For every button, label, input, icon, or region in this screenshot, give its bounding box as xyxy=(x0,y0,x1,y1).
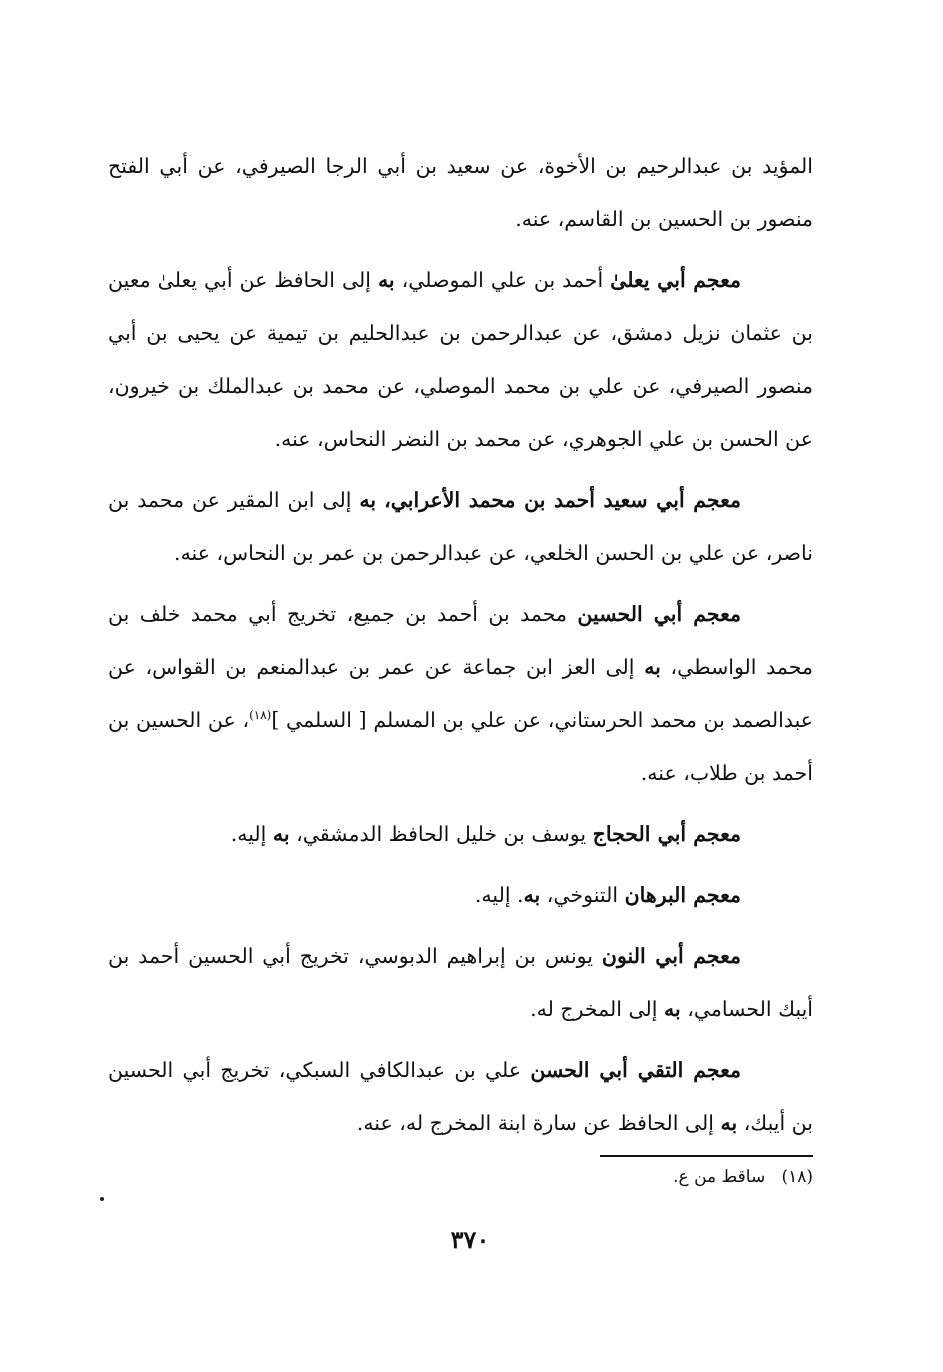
bold-term: معجم أبي الحجاج xyxy=(592,822,741,846)
bold-term: به xyxy=(720,1111,738,1135)
bold-term: معجم البرهان xyxy=(624,883,741,907)
text-run: التنوخي، xyxy=(540,883,625,907)
bold-term: به xyxy=(359,488,377,512)
text-run: يوسف بن خليل الحافظ الدمشقي، xyxy=(289,822,593,846)
bold-term: معجم أبي سعيد أحمد بن محمد الأعرابي، xyxy=(384,488,741,512)
paragraph-p8 xyxy=(108,1044,813,1150)
bold-term: به xyxy=(644,655,661,679)
footnote xyxy=(560,1165,813,1189)
bold-term: معجم أبي النون xyxy=(601,944,741,968)
text-run: محمد بن أحمد بن جميع، تخريج أبي محمد خلف بن محمد الواسطي، xyxy=(108,602,813,679)
bold-term: به xyxy=(523,883,541,907)
bold-term: معجم أبي الحسين xyxy=(577,602,742,626)
text-run: المؤيد بن عبدالرحيم بن الأخوة، عن سعيد بن أبي الرجا الصيرفي، عن أبي الفتح منصور بن الحسين بن القاسم، عنه. xyxy=(108,154,813,231)
text-run: إلى ابن المقير عن محمد بن ناصر، عن علي بن الحسن الخلعي، عن عبدالرحمن بن عمر بن النحاس، عنه. xyxy=(108,488,813,565)
paragraph-p5 xyxy=(108,808,813,861)
bold-term: به xyxy=(272,822,290,846)
text-run: إلى العز ابن جماعة عن عمر بن عبدالمنعم بن القواس، عن عبدالصمد بن محمد الحرستاني، عن علي بن المسلم [ السلمي ] xyxy=(108,655,813,732)
footnote-number: (١٨) xyxy=(781,1167,813,1187)
paragraph-p2 xyxy=(108,254,813,466)
paragraph-p6 xyxy=(108,869,813,922)
paragraph-p1 xyxy=(108,140,813,246)
text-run: إلى الحافظ عن أبي يعلىٰ معين بن عثمان نزيل دمشق، عن عبدالرحمن بن عبدالحليم بن تيمية عن يحيى بن أبي منصور الصيرفي، عن علي بن محمد الموصلي، عن محمد بن عبدالملك بن خيرون، عن الحسن بن علي الجوهري، عن محمد بن النضر النحاس، عنه. xyxy=(108,268,813,451)
scan-speck xyxy=(100,1197,104,1201)
text-run: علي بن عبدالكافي السبكي، تخريج أبي الحسين بن أيبك، xyxy=(108,1058,813,1135)
text-run: ، عن الحسين بن أحمد بن طلاب، عنه. xyxy=(108,708,813,785)
body-text xyxy=(108,140,813,1158)
text-run: إلى المخرج له. xyxy=(530,997,664,1021)
page-number: ٣٧٠ xyxy=(450,1225,490,1254)
text-run: إليه. xyxy=(230,822,273,846)
text-run: . إليه. xyxy=(474,883,524,907)
footnote-text: ساقط من ع. xyxy=(673,1167,766,1187)
bold-term: به xyxy=(377,268,395,292)
bold-term: به xyxy=(664,997,681,1021)
footnote-separator xyxy=(600,1155,813,1157)
text-run: يونس بن إبراهيم الدبوسي، تخريج أبي الحسين أحمد بن أيبك الحسامي، xyxy=(108,944,813,1021)
paragraph-p7 xyxy=(108,930,813,1036)
bold-term: معجم التقي أبي الحسن xyxy=(530,1058,741,1082)
paragraph-p4 xyxy=(108,588,813,800)
text-run: أحمد بن علي الموصلي، xyxy=(394,268,611,292)
text-run: إلى الحافظ عن سارة ابنة المخرج له، عنه. xyxy=(356,1111,721,1135)
text-run xyxy=(376,488,384,512)
paragraph-p3 xyxy=(108,474,813,580)
footnote-ref: (١٨) xyxy=(249,708,272,723)
bold-term: معجم أبي يعلىٰ xyxy=(610,268,741,292)
